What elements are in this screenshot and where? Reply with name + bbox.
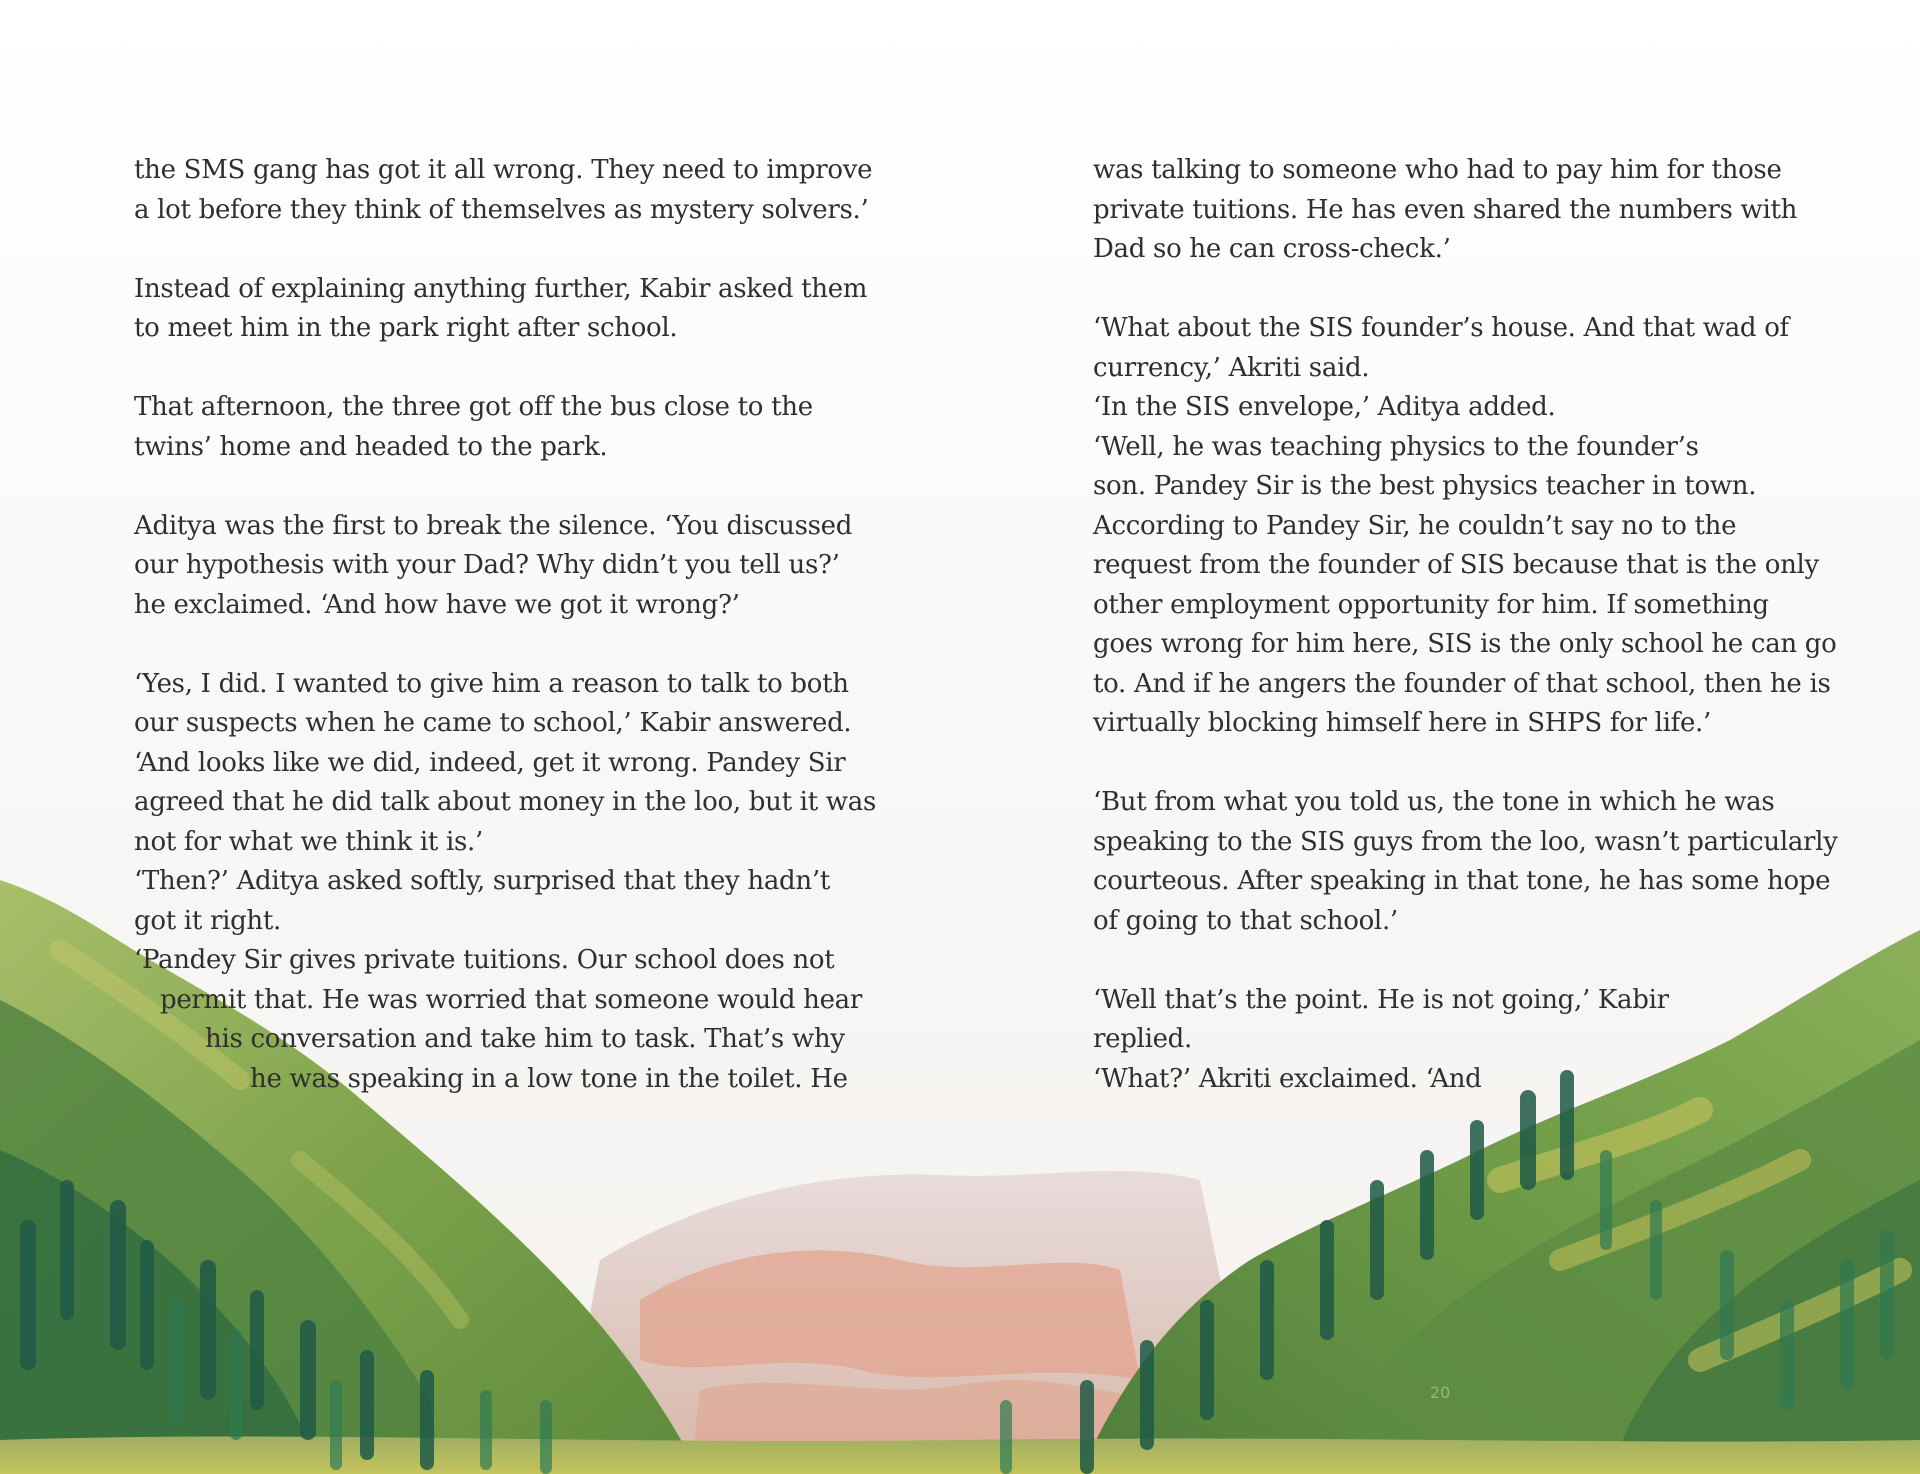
text-line: permit that. He was worried that someone would hear [160, 984, 863, 1015]
text-line: his conversation and take him to task. That’s why [205, 1024, 845, 1054]
text-line: ‘And looks like we did, indeed, get it wrong. Pandey Sir [134, 747, 846, 778]
right-page-text [1093, 151, 1838, 1099]
text-line: to meet him in the park right after school. [134, 313, 678, 343]
paragraph-gap [1093, 941, 1793, 981]
text-line: private tuitions. He has even shared the numbers with [1093, 194, 1798, 225]
text-line: ‘But from what you told us, the tone in which he was [1093, 787, 1775, 817]
text-line: Instead of explaining anything further, Kabir asked them [134, 273, 868, 304]
text-line: to. And if he angers the founder of that school, then he is [1093, 668, 1831, 699]
text-line: our suspects when he came to school,’ Kabir answered. [134, 708, 852, 738]
text-line: our hypothesis with your Dad? Why didn’t you tell us?’ [134, 550, 840, 580]
text-line: the SMS gang has got it all wrong. They need to improve [134, 155, 873, 185]
text-line: ‘Yes, I did. I wanted to give him a reason to talk to both [134, 668, 849, 699]
page-number: 20 [1430, 1383, 1451, 1402]
paragraph-gap [134, 349, 834, 389]
text-line: ‘What about the SIS founder’s house. And that wad of [1093, 313, 1789, 343]
text-line: a lot before they think of themselves as mystery solvers.’ [134, 194, 869, 225]
paragraph-gap [1093, 744, 1793, 784]
text-line: request from the founder of SIS because that is the only [1093, 550, 1819, 580]
text-line: ‘Pandey Sir gives private tuitions. Our school does not [134, 945, 835, 975]
text-line: ‘Then?’ Aditya asked softly, surprised that they hadn’t [134, 866, 830, 896]
text-line: Dad so he can cross-check.’ [1093, 234, 1451, 264]
text-line: other employment opportunity for him. If something [1093, 589, 1769, 620]
text-line: twins’ home and headed to the park. [134, 431, 608, 462]
text-line: That afternoon, the three got off the bus close to the [134, 392, 813, 422]
paragraph-gap [134, 230, 834, 270]
text-line: replied. [1093, 1024, 1192, 1054]
text-line: agreed that he did talk about money in the loo, but it was [134, 787, 877, 817]
paragraph-gap [1093, 270, 1793, 310]
text-line: not for what we think it is.’ [134, 826, 483, 857]
text-line: he was speaking in a low tone in the toilet. He [250, 1063, 848, 1094]
text-line: courteous. After speaking in that tone, he has some hope [1093, 866, 1831, 896]
text-line: According to Pandey Sir, he couldn’t say no to the [1093, 510, 1737, 541]
text-line: got it right. [134, 905, 281, 936]
paragraph-gap [134, 625, 834, 665]
text-line: was talking to someone who had to pay him for those [1093, 155, 1782, 185]
text-line: son. Pandey Sir is the best physics teacher in town. [1093, 471, 1757, 501]
text-line: goes wrong for him here, SIS is the only school he can go [1093, 629, 1837, 659]
text-line: Aditya was the first to break the silence. ‘You discussed [134, 510, 853, 541]
text-line: ‘In the SIS envelope,’ Aditya added. [1093, 392, 1556, 422]
text-line: virtually blocking himself here in SHPS for life.’ [1093, 708, 1711, 738]
text-line: ‘Well, he was teaching physics to the founder’s [1093, 431, 1699, 462]
text-line: currency,’ Akriti said. [1093, 352, 1370, 383]
text-line: ‘Well that’s the point. He is not going,’ Kabir [1093, 984, 1669, 1015]
text-line: he exclaimed. ‘And how have we got it wrong?’ [134, 589, 740, 620]
paragraph-gap [134, 467, 834, 507]
text-line: speaking to the SIS guys from the loo, wasn’t particularly [1093, 826, 1838, 857]
left-page-text [134, 151, 877, 1099]
text-line: ‘What?’ Akriti exclaimed. ‘And [1093, 1063, 1482, 1094]
text-line: of going to that school.’ [1093, 905, 1398, 936]
